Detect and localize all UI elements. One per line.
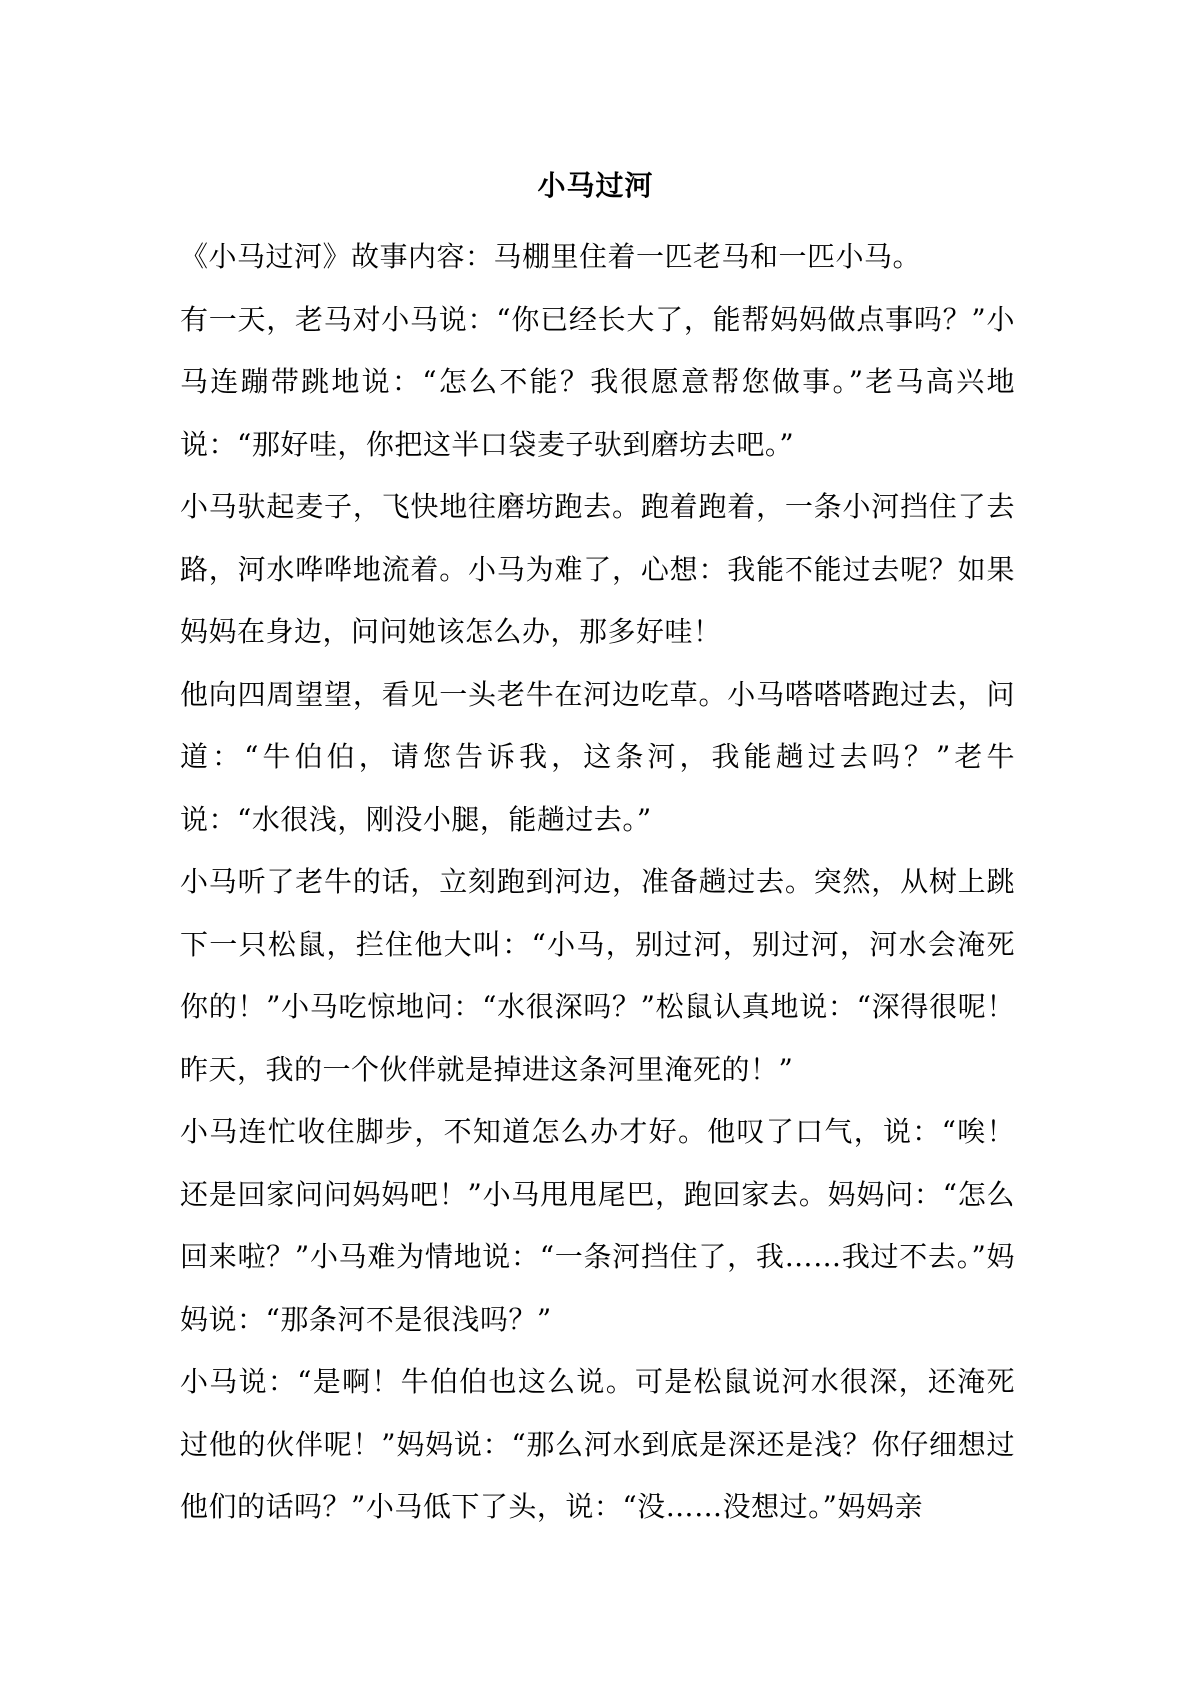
story-body [180, 226, 1015, 1539]
document-title: 小马过河 [537, 169, 654, 202]
paragraph-mother-question: 小马说：“是啊！牛伯伯也这么说。可是松鼠说河水很深，还淹死过他的伙伴呢！”妈妈说：“那么河水到底是深还是浅？你仔细想过他们的话吗？”小马低下了头，说：“没……没想过。”妈妈亲 [180, 1365, 1015, 1523]
paragraph-intro: 《小马过河》故事内容：马棚里住着一匹老马和一匹小马。 [180, 240, 922, 273]
paragraph-return-home: 小马连忙收住脚步，不知道怎么办才好。他叹了口气，说：“唉！还是回家问问妈妈吧！”小马甩甩尾巴，跑回家去。妈妈问：“怎么回来啦？”小马难为情地说：“一条河挡住了，我……我过不去。”妈妈说：“那条河不是很浅吗？” [180, 1115, 1015, 1336]
paragraph-old-cow: 他向四周望望，看见一头老牛在河边吃草。小马嗒嗒嗒跑过去，问道：“牛伯伯，请您告诉我，这条河，我能趟过去吗？”老牛说：“水很浅，刚没小腿，能趟过去。” [180, 677, 1015, 836]
paragraph-river-blocks-way: 小马驮起麦子，飞快地往磨坊跑去。跑着跑着，一条小河挡住了去路，河水哗哗地流着。小马为难了，心想：我能不能过去呢？如果妈妈在身边，问问她该怎么办，那多好哇！ [180, 490, 1015, 648]
paragraph-old-horse-request: 有一天，老马对小马说：“你已经长大了，能帮妈妈做点事吗？”小马连蹦带跳地说：“怎么不能？我很愿意帮您做事。”老马高兴地说：“那好哇，你把这半口袋麦子驮到磨坊去吧。” [180, 302, 1015, 461]
paragraph-squirrel: 小马听了老牛的话，立刻跑到河边，准备趟过去。突然，从树上跳下一只松鼠，拦住他大叫：“小马，别过河，别过河，河水会淹死你的！”小马吃惊地问：“水很深吗？”松鼠认真地说：“深得很呢！昨天，我的一个伙伴就是掉进这条河里淹死的！” [180, 865, 1015, 1086]
